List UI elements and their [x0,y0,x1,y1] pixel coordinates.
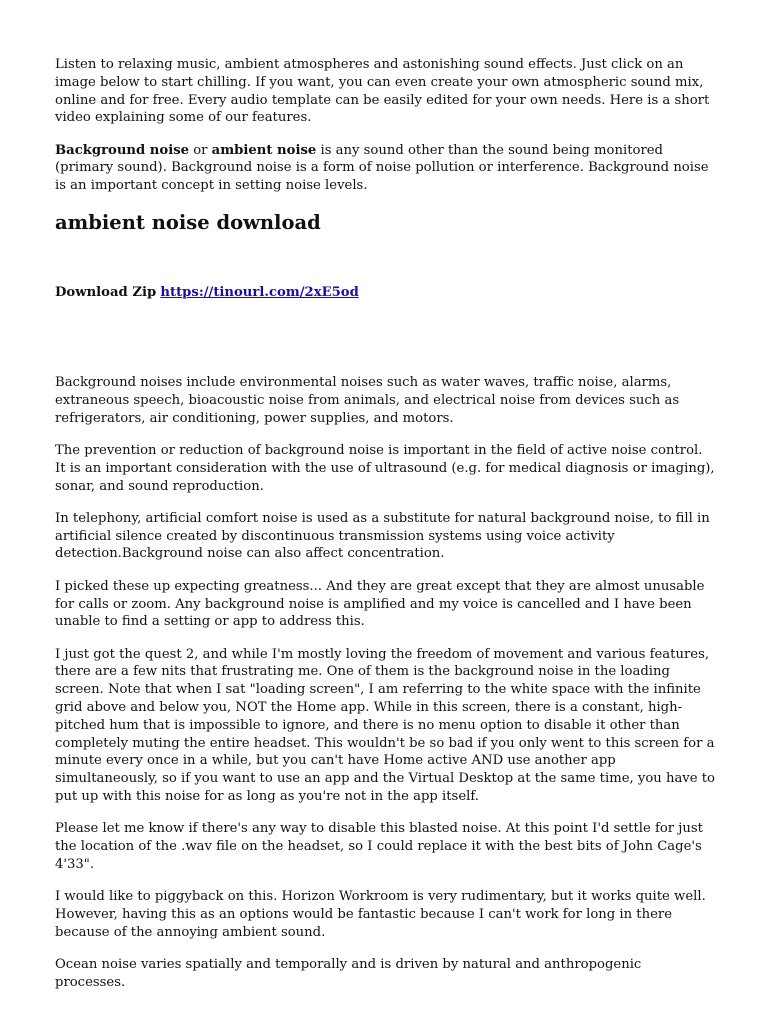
term-ambient-noise: ambient noise [211,142,317,158]
body-paragraph-2: The prevention or reduction of background noise is important in the field of active noise control. It is an important consideration with the use of ultrasound (e.g. for medical diagnosis or imaging), sonar, and sound reproduction. [55,442,715,494]
body-paragraph-4: I picked these up expecting greatness... And they are great except that they are almost unusable for calls or zoom. Any background noise is amplified and my voice is cancelled and I have been unable to find a setting or app to address this. [55,578,705,630]
definition-paragraph [55,142,715,195]
body-paragraph-3: In telephony, artificial comfort noise is used as a substitute for natural background noise, to fill in artificial silence created by discontinuous transmission systems using voice activity detection.Background noise can also affect concentration. [55,510,710,562]
download-label: Download Zip [55,285,157,301]
body-paragraph-6: Please let me know if there's any way to disable this blasted noise. At this point I'd settle for just the location of the .wav file on the headset, so I could replace it with the best bits of John Cage's 4'33". [55,821,703,872]
download-link[interactable]: https://tinourl.com/2xE5od [160,285,359,301]
definition-text: is any sound other than the sound being monitored (primary sound). Background noise is a form of noise pollution or interference. Background noise is an important concept in setting noise levels. [55,142,709,194]
download-line [55,284,715,302]
body-paragraph-1: Background noises include environmental noises such as water waves, traffic noise, alarms, extraneous speech, bioacoustic noise from animals, and electrical noise from devices such as refrigerators, air conditioning, power supplies, and motors. [55,375,680,426]
spacer [55,302,715,374]
page-heading: ambient noise download [55,211,321,235]
intro-paragraph: Listen to relaxing music, ambient atmospheres and astonishing sound effects. Just click on an image below to start chilling. If you want, you can even create your own atmospheric sound mix, online and for free. Every audio template can be easily edited for your own needs. Here is a short video explaining some of our features. [55,57,710,126]
definition-or: or [189,142,212,158]
body-paragraph-5: I just got the quest 2, and while I'm mostly loving the freedom of movement and various features, there are a few nits that frustrating me. One of them is the background noise in the loading screen. Note that when I sat "loading screen", I am referring to the white space with the infinite grid above and below you, NOT the Home app. While in this screen, there is a constant, high-pitched hum that is impossible to ignore, and there is no menu option to disable it other than completely muting the entire headset. This wouldn't be so bad if you only went to this screen for a minute every once in a while, but you can't have Home active AND use another app simultaneously, so if you want to use an app and the Virtual Desktop at the same time, you have to put up with this noise for as long as you're not in the app itself. [55,646,715,805]
term-background-noise: Background noise [55,142,190,158]
body-paragraph-8: Ocean noise varies spatially and temporally and is driven by natural and anthropogenic processes. [55,957,642,990]
body-paragraph-7: I would like to piggyback on this. Horizon Workroom is very rudimentary, but it works quite well. However, having this as an options would be fantastic because I can't work for long in there because of the annoying ambient sound. [55,889,706,940]
